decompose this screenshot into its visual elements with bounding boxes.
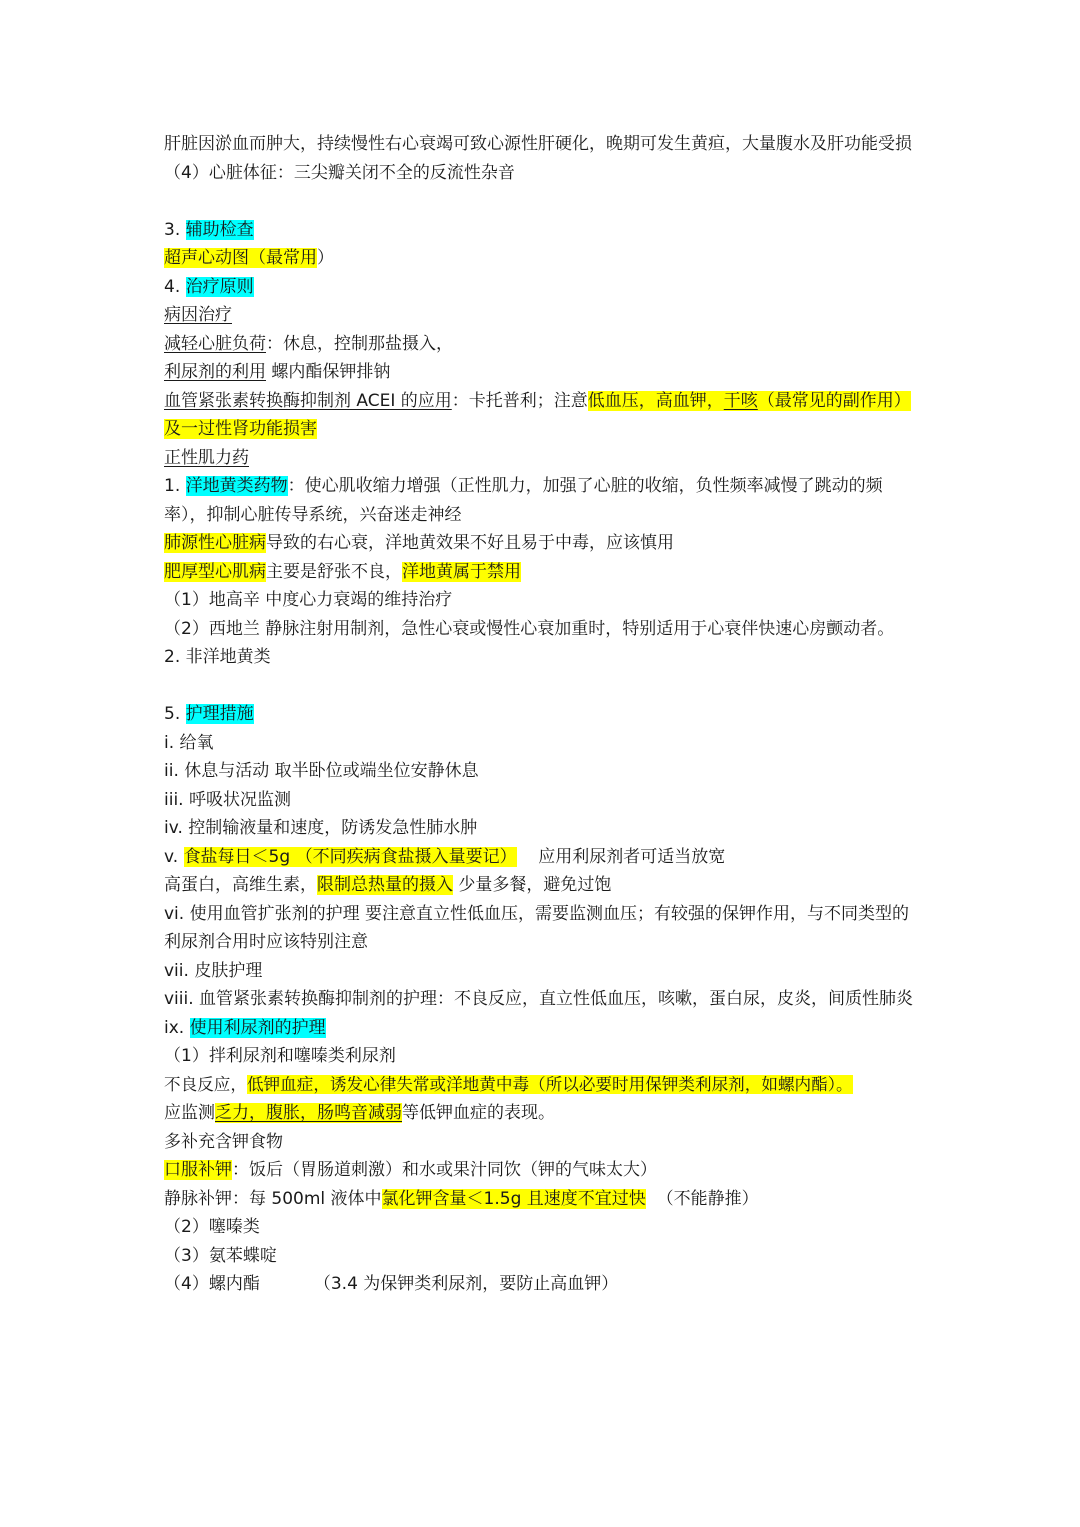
cedilanid-line: （2）西地兰 静脉注射用制剂，急性心衰或慢性心衰加重时，特别适用于心衰伴快速心房颤动者。 [164,618,895,639]
section-heading-3 [164,216,920,245]
section-title: 辅助检查 [185,219,254,240]
section-number: 4. [164,276,186,297]
section-number: 5. [164,704,186,724]
spacer [164,672,920,701]
spacer [164,187,920,216]
nursing-item: iv. 控制输液量和速度，防诱发急性肺水肿 [164,818,478,838]
diuretic-line: 利尿剂的利用 螺内酯保钾排钠 [164,362,391,382]
digoxin-line: （1）地高辛 中度心力衰竭的维持治疗 [164,590,453,610]
acei-line: 血管紧张素转换酶抑制剂 ACEI 的应用：卡托普利；注意低血压，高血钾，干咳（最常见的副作用）及一过性肾功能损害 [164,390,911,439]
nursing-item: i. 给氧 [164,732,214,753]
echo-line: 超声心动图（最常用） [164,248,334,268]
diuretic-item: （2）噻嗪类 [164,1217,260,1237]
diuretic-item: 多补充含钾食物 [164,1131,283,1152]
diuretic-item: 静脉补钾：每 500ml 液体中氯化钾含量＜1.5g 且速度不宜过快 （不能静推） [164,1188,759,1209]
section-heading-5 [164,700,920,729]
nursing-item: 高蛋白，高维生素，限制总热量的摄入 少量多餐，避免过饱 [164,875,612,895]
nursing-item: vii. 皮肤护理 [164,960,263,981]
non-digitalis-line: 2. 非洋地黄类 [164,647,271,667]
etiology-treatment: 病因治疗 [164,305,232,325]
nursing-item: ii. 休息与活动 取半卧位或端坐位安静休息 [164,761,479,781]
reduce-load-line: 减轻心脏负荷：休息，控制那盐摄入， [164,333,453,354]
section-heading-4 [164,273,920,302]
nursing-item: viii. 血管紧张素转换酶抑制剂的护理：不良反应，直立性低血压，咳嗽，蛋白尿，皮炎，间质性肺炎 [164,989,914,1009]
diuretic-item: （1）拌利尿剂和噻嗪类利尿剂 [164,1046,396,1066]
hcm-line: 肥厚型心肌病主要是舒张不良，洋地黄属于禁用 [164,561,521,582]
digitalis-line: 1. 洋地黄类药物：使心肌收缩力增强（正性肌力，加强了心脏的收缩，负性频率减慢了跳动的频率），抑制心脏传导系统，兴奋迷走神经 [164,476,883,525]
nursing-item: ix. 使用利尿剂的护理 [164,1017,326,1038]
diuretic-item: （4）螺内酯 （3.4 为保钾类利尿剂，要防止高血钾） [164,1274,619,1294]
paragraph-liver: 肝脏因淤血而肿大，持续慢性右心衰竭可致心源性肝硬化，晚期可发生黄疸，大量腹水及肝功能受损 [164,134,912,154]
section-title: 护理措施 [185,704,254,724]
diuretic-item: （3）氨苯蝶啶 [164,1245,277,1266]
diuretic-item: 口服补钾：饭后（胃肠道刺激）和水或果汁同饮（钾的气味太大） [164,1160,657,1180]
document-page [164,130,920,1299]
highlight-echo: 超声心动图（最常用 [164,248,317,268]
section-number: 3. [164,219,186,240]
nursing-item: vi. 使用血管扩张剂的护理 要注意直立性低血压，需要监测血压；有较强的保钾作用，与不同类型的利尿剂合用时应该特别注意 [164,903,909,952]
nursing-item: v. 食盐每日＜5g （不同疾病食盐摄入量要记） 应用利尿剂者可适当放宽 [164,846,726,867]
section-title: 治疗原则 [185,276,254,297]
nursing-item: iii. 呼吸状况监测 [164,789,291,810]
diuretic-item: 不良反应，低钾血症，诱发心律失常或洋地黄中毒（所以必要时用保钾类利尿剂，如螺内酯）。 [164,1074,853,1094]
cor-pulmonale-line: 肺源性心脏病导致的右心衰，洋地黄效果不好且易于中毒，应该慎用 [164,533,674,553]
diuretic-item: 应监测乏力，腹胀，肠鸣音减弱等低钾血症的表现。 [164,1103,555,1123]
inotropic-heading: 正性肌力药 [164,447,249,468]
paragraph-heart-signs: （4）心脏体征：三尖瓣关闭不全的反流性杂音 [164,162,515,183]
